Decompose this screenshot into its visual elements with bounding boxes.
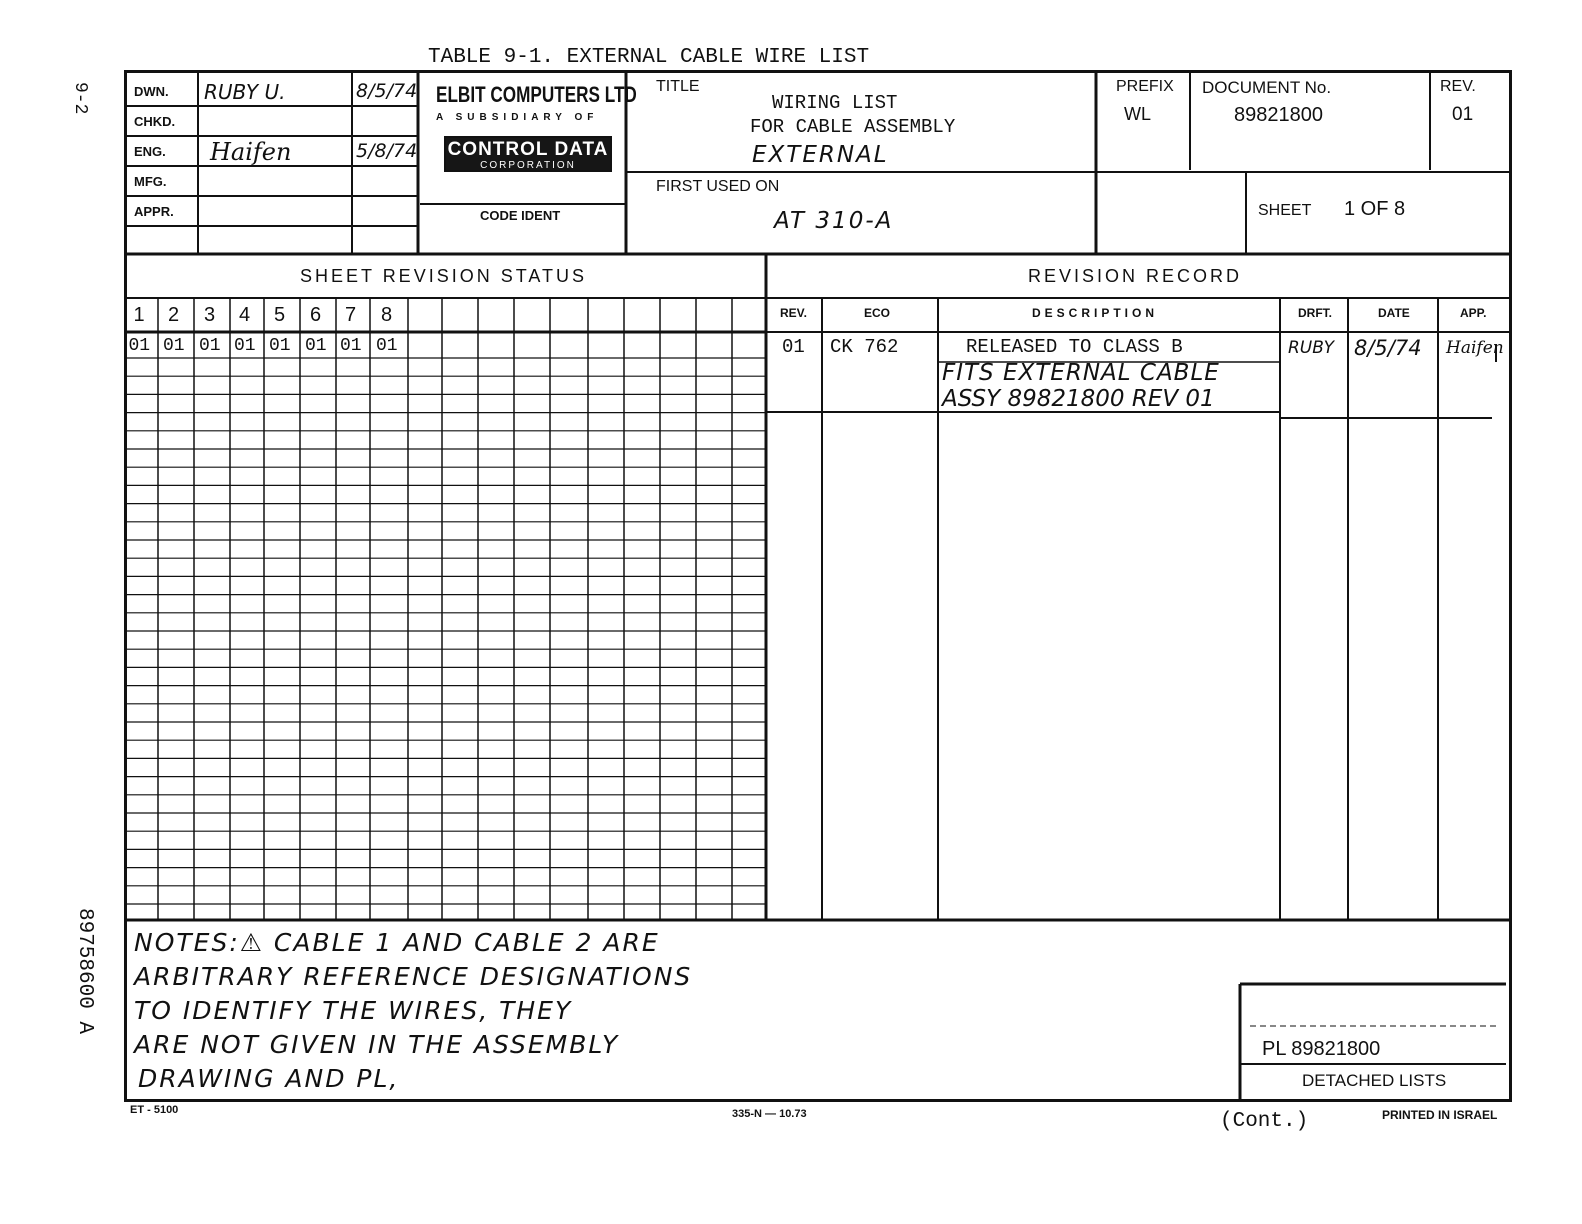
revision-col-date: DATE (1378, 306, 1410, 320)
notes-line-2: ARBITRARY REFERENCE DESIGNATIONS (134, 962, 693, 991)
prefix-value: WL (1124, 104, 1151, 124)
revision-entry-note-line-1: FITS EXTERNAL CABLE (942, 360, 1220, 386)
notes-line-3: TO IDENTIFY THE WIRES, THEY (134, 996, 573, 1025)
title-line-2: FOR CABLE ASSEMBLY (750, 116, 956, 138)
revision-entry-rev: 01 (782, 336, 805, 358)
sheet-number: 4 (239, 304, 251, 326)
sheet-revision-value: 01 (234, 336, 256, 356)
revision-entry-note-line-2: ASSY 89821800 REV 01 (942, 386, 1215, 412)
signoff-label-mfg: MFG. (134, 174, 167, 189)
sheet-number: 8 (381, 304, 393, 326)
sheet-revision-value: 01 (199, 336, 221, 356)
signoff-label-chkd: CHKD. (134, 114, 176, 129)
signoff-name-dwn: RUBY U. (204, 80, 286, 104)
revision-col-app: APP. (1460, 306, 1487, 320)
title-line-1: WIRING LIST (772, 92, 898, 114)
revision-entry-app: Haifen (1446, 338, 1504, 358)
title-label: TITLE (656, 78, 700, 95)
notes-line-5: DRAWING AND PL, (138, 1064, 400, 1093)
sheet-revision-value: 01 (269, 336, 291, 356)
revision-entry-eco: CK 762 (830, 336, 899, 358)
sheet-value: 1 OF 8 (1344, 198, 1406, 220)
revision-entry-description: RELEASED TO CLASS B (966, 336, 1183, 358)
sheet-revision-status-heading: SHEET REVISION STATUS (300, 266, 588, 286)
rev-label: REV. (1440, 78, 1476, 95)
detached-pl-value: PL 89821800 (1262, 1038, 1381, 1060)
signoff-label-appr: APPR. (134, 204, 174, 219)
signoff-date-eng: 5/8/74 (356, 140, 418, 162)
revision-col-drft: DRFT. (1298, 306, 1332, 320)
sheet-revision-value: 01 (305, 336, 327, 356)
document-number-label: DOCUMENT No. (1202, 78, 1332, 97)
title-line-3: EXTERNAL (752, 142, 889, 168)
signoff-signature-eng: Haifen (210, 138, 292, 166)
control-data-logo (444, 136, 612, 172)
control-data-logo-sub: CORPORATION (480, 160, 576, 171)
revision-col-description: DESCRIPTION (1032, 306, 1159, 320)
sheet-number: 7 (345, 304, 357, 326)
control-data-logo-text: CONTROL DATA (447, 139, 609, 160)
sheet-number: 6 (310, 304, 322, 326)
company-name: ELBIT COMPUTERS LTD (436, 82, 637, 107)
revision-col-rev: REV. (780, 306, 807, 320)
sheet-revision-value: 01 (128, 336, 151, 356)
footer-form-code: 335-N — 10.73 (732, 1108, 807, 1120)
notes-line-1: NOTES:⚠ CABLE 1 AND CABLE 2 ARE (134, 928, 660, 957)
sheet-number: 1 (133, 304, 145, 326)
signoff-label-eng: ENG. (134, 144, 166, 159)
revision-record-heading: REVISION RECORD (1028, 266, 1243, 286)
sheet-number: 3 (204, 304, 216, 326)
revision-entry-date: 8/5/74 (1354, 336, 1422, 360)
sheet-revision-value: 01 (163, 336, 185, 356)
signoff-label-dwn: DWN. (134, 84, 169, 99)
signoff-date-dwn: 8/5/74 (356, 80, 418, 102)
first-used-value: AT 310-A (774, 208, 894, 234)
sheet-number: 5 (274, 304, 286, 326)
revision-col-eco: ECO (864, 306, 891, 320)
page-title: TABLE 9-1. EXTERNAL CABLE WIRE LIST (428, 46, 870, 69)
revision-entry-drft: RUBY (1288, 338, 1335, 358)
sheet-number: 2 (168, 304, 180, 326)
footer-form-number: ET - 5100 (130, 1104, 179, 1116)
sheet-label: SHEET (1258, 202, 1312, 219)
notes-line-4: ARE NOT GIVEN IN THE ASSEMBLY (134, 1030, 620, 1059)
first-used-label: FIRST USED ON (656, 178, 780, 195)
prefix-label: PREFIX (1116, 78, 1174, 95)
document-number-value: 89821800 (1234, 104, 1323, 126)
sheet-revision-value: 01 (340, 336, 362, 356)
side-page-number: 9-2 (70, 82, 90, 115)
rev-value: 01 (1452, 104, 1474, 125)
footer-continued: (Cont.) (1220, 1110, 1309, 1133)
company-subsidiary: A SUBSIDIARY OF (436, 112, 599, 123)
detached-lists-label: DETACHED LISTS (1302, 1071, 1447, 1090)
side-doc-number: 89758600 A (73, 908, 96, 1035)
code-ident-label: CODE IDENT (480, 208, 561, 223)
footer-printed-in: PRINTED IN ISRAEL (1382, 1108, 1498, 1122)
sheet-revision-value: 01 (376, 336, 398, 356)
